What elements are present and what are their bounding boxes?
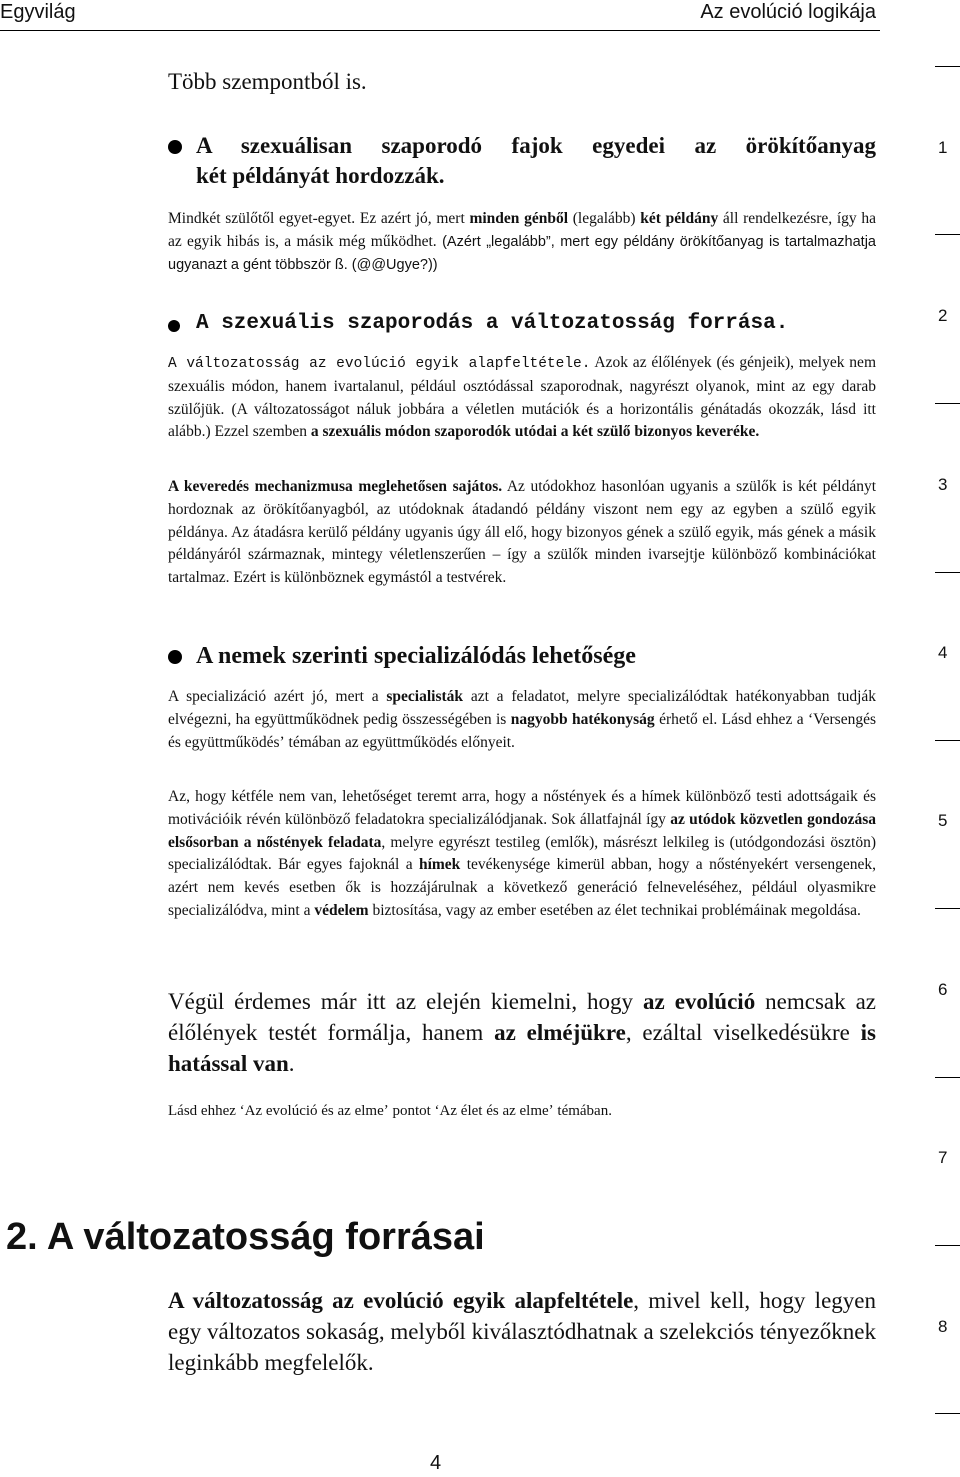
page-header (0, 0, 880, 31)
text-run: Ezzel szemben (210, 423, 311, 441)
text-run: áll rendelkezésre, így ha az egyik hibás is, a másik még működhet. (168, 210, 877, 250)
paragraph-7: Lásd ehhez ʻAz evolúció és az elmeʼ pontot ʻAz élet és az elmeʼ témában. (168, 1103, 612, 1119)
header-left-title: Egyvilág (0, 1, 76, 23)
text-run: (legalább) (568, 210, 641, 227)
paragraph-8 (168, 1285, 876, 1378)
text-run: Az utódokhoz hasonlóan ugyanis a szülők is két példányt hordoznak az örökítőanyagból, az utódoknak átadandó példány viszont nem egy az egyben a szülő egyik példánya. (168, 478, 876, 541)
page-number: 4 (430, 1452, 442, 1474)
margin-line-number: 2 (938, 306, 948, 325)
paragraph-2 (168, 352, 876, 444)
margin-line-number: 4 (938, 643, 948, 662)
margin-rule (935, 740, 960, 741)
text-run-sans: (Azért „legalább”, mert egy példány örökítőanyag is tartalmazhatja ugyanazt a gént többször ß. (@@Ugye?)) (168, 233, 876, 273)
bullet-dot-icon (168, 320, 180, 332)
bold-run: az utódok közvetlen gondozása elsősorban a nőstények feladata (168, 810, 876, 851)
text-run: tevékenysége kimerül abban, hogy a nőstényekért versengenek, azért nem kevés esetben ők is hozzájárulnak a következő generáció felneveléséhez, például olyasmikre specializálódva, mint a (168, 856, 876, 919)
margin-rule (935, 66, 960, 67)
bold-run: specialisták (386, 688, 464, 705)
text-run: Ezért is különböznek egymástól a testvérek. (229, 569, 507, 587)
margin-rule (935, 403, 960, 404)
text-run: Az átadásra kerülő példány ugyanis úgy áll elő, hogy bizonyos gének a szülő egyik, más gének a másik példányáról származnak, mintegy véletlenszerűen – így a szülők minden ivarsejtje különböző kombinációkat tartalmaz. (168, 523, 876, 587)
text-run: , melyre egyrészt testileg (emlők), másrészt lelkileg is (utódgondozási ösztön) specializálódtak. Bár egyes fajoknál a (168, 833, 876, 874)
bold-run: hímek (418, 856, 461, 874)
text-run: érhető el. Lásd ehhez a ʻVersengés és együttműködésʼ témában az együttműködés előnyeit. (168, 710, 876, 751)
bold-run: a szexuális módon szaporodók utódai a két szülő bizonyos keveréke. (310, 423, 760, 441)
margin-line-number: 3 (938, 475, 948, 494)
paragraph-1 (168, 208, 876, 276)
margin-rule (935, 234, 960, 235)
text-run: . (288, 1051, 295, 1076)
text-run: (A változatosságot náluk jobbára a véletlen mutációk és a horizontális génátadás okozzák, lásd itt alább.) (168, 400, 876, 441)
bullet-heading-3: A nemek szerinti specializálódás lehetősége (196, 643, 636, 669)
intro-text: Több szempontból is. (168, 69, 367, 94)
margin-line-number: 5 (938, 811, 948, 830)
margin-rule (935, 1245, 960, 1246)
paragraph-3 (168, 476, 876, 590)
margin-line-number: 7 (938, 1148, 948, 1167)
bullet-dot-icon (168, 650, 182, 664)
text-run: nemcsak az élőlények testét formálja, hanem (168, 989, 877, 1045)
paragraph-6 (168, 986, 876, 1079)
text-run: Az, hogy kétféle nem van, lehetőséget teremt arra, hogy a nőstények és a hímek különböző testi adottságaik és motivációik révén különböző feladatokra specializálódjanak. Sok állatfajnál így (168, 788, 876, 828)
bold-run: minden génből (469, 210, 569, 227)
text-run: A specializáció azért jó, mert a (168, 688, 387, 705)
margin-rule (935, 1077, 960, 1078)
bold-run: is hatással van (168, 1020, 876, 1076)
bullet-dot-icon (168, 140, 182, 154)
text-run: , ezáltal viselkedésükre (625, 1020, 861, 1045)
bold-run: A változatosság az evolúció egyik alapfeltétele (168, 1288, 634, 1313)
bold-run: az evolúció (643, 989, 756, 1014)
bold-run: A keveredés mechanizmusa meglehetősen sajátos. (168, 478, 503, 495)
margin-line-number: 8 (938, 1317, 948, 1336)
bullet-heading-2: A szexuális szaporodás a változatosság forrása. (196, 312, 789, 335)
margin-rule (935, 1413, 960, 1414)
bullet-heading-1-line2: két példányát hordozzák. (196, 163, 445, 188)
bullet-heading-1 (196, 131, 876, 191)
section-title: 2. A változatosság forrásai (6, 1216, 485, 1258)
bold-run: két példány (640, 210, 719, 227)
text-run: Végül érdemes már itt az elején kiemelni, hogy (168, 989, 644, 1014)
paragraph-5 (168, 786, 876, 923)
text-run: azt a feladatot, melyre specializálódtak hatékonyabban tudják elvégezni, ha együttműködnek pedig összességében is (168, 688, 876, 728)
text-run: Mindkét szülőtől egyet-egyet. Ez azért jó, mert (168, 210, 470, 227)
bullet-heading-1-line1: A szexuálisan szaporodó fajok egyedei az örökítőanyag (196, 133, 876, 158)
margin-line-number: 6 (938, 980, 948, 999)
margin-line-number: 1 (938, 138, 948, 157)
paragraph-4 (168, 686, 876, 754)
text-run: Azok az élőlények (és génjeik), melyek nem szexuális módon, hanem ivartalanul, például osztódással szaporodnak, nagyrészt olyanok, mint az egy darab szülőjük. (168, 354, 876, 418)
margin-rule (935, 908, 960, 909)
bold-run: védelem (314, 901, 369, 919)
margin-rule (935, 572, 960, 573)
header-right-title: Az evolúció logikája (700, 1, 876, 23)
bold-run: nagyobb hatékonyság (510, 710, 655, 728)
text-run: , mivel kell, hogy legyen egy változatos sokaság, melyből kiválasztódhatnak a szelekciós tényezőknek leginkább megfelelők. (168, 1288, 876, 1375)
bold-run: az elméjükre (494, 1020, 626, 1045)
text-run: biztosítása, vagy az ember esetében az élet technikai problémáinak megoldása. (368, 901, 861, 919)
text-run-mono: A változatosság az evolúció egyik alapfeltétele. (168, 356, 591, 372)
